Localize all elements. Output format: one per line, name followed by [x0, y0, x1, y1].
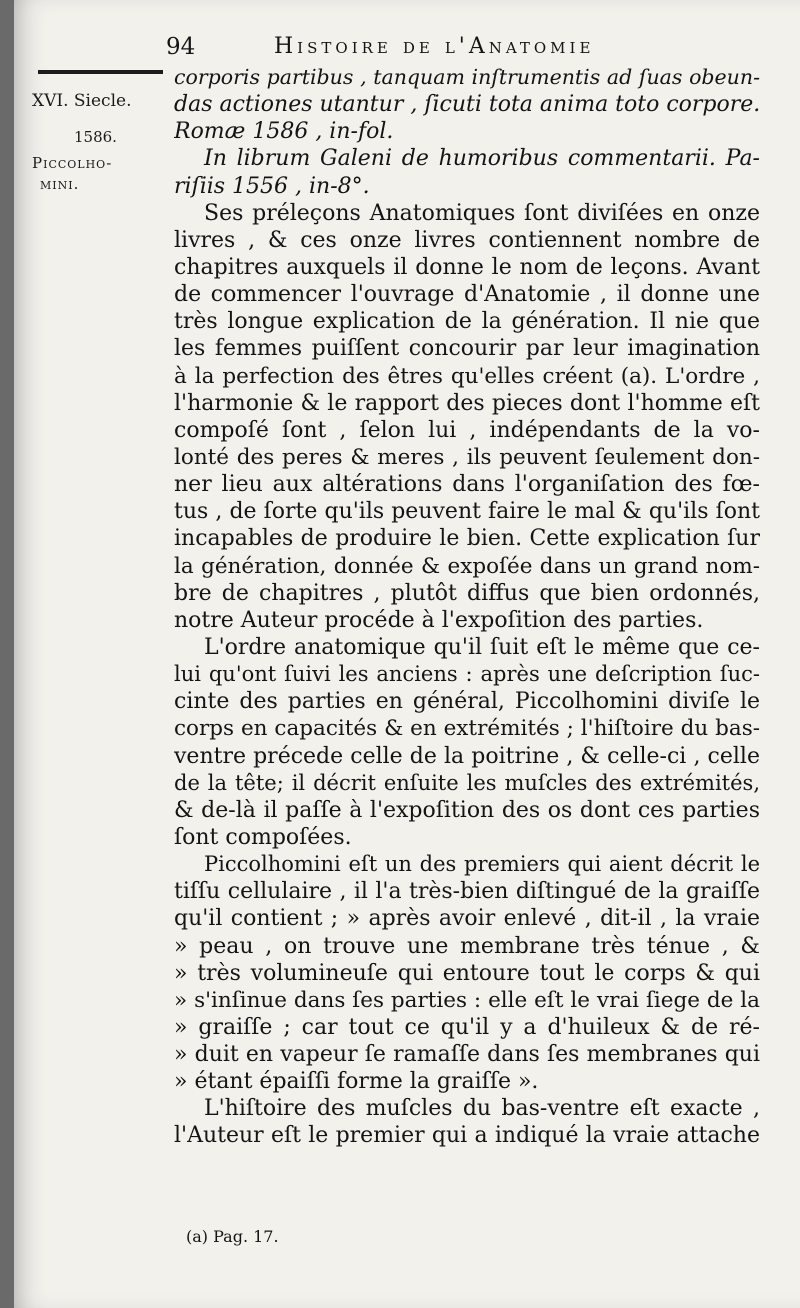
text-line: Romæ 1586 , in-fol. — [174, 119, 394, 145]
text-line: l'harmonie & le rapport des pieces dont l'homme eſt — [174, 390, 760, 416]
page-number: 94 — [166, 34, 196, 60]
text-line: » s'inſinue dans ſes parties : elle eſt le vrai ſiege de la — [174, 987, 760, 1013]
text-line: ventre précede celle de la poitrine , & celle-ci , celle — [174, 743, 760, 769]
text-line: » peau , on trouve une membrane très ténue , & — [174, 933, 760, 959]
text-line: » graiſſe ; car tout ce qu'il y a d'huileux & de ré- — [174, 1014, 760, 1040]
text-line: ſont compoſées. — [174, 824, 352, 850]
text-line: à la perfection des êtres qu'elles créent (a). L'ordre , — [174, 363, 760, 389]
body-text — [174, 64, 760, 1150]
text-line: incapables de produire le bien. Cette explication ſur — [174, 526, 760, 552]
book-page — [14, 0, 800, 1308]
text-line: riſiis 1556 , in-8°. — [174, 173, 370, 199]
text-line: In librum Galeni de humoribus commentarii. Pa- — [204, 146, 760, 172]
page-header — [166, 34, 786, 68]
margin-note-year: 1586. — [74, 128, 117, 146]
text-line: & de-là il paſſe à l'expoſition des os dont ces parties — [174, 797, 760, 823]
text-line: cinte des parties en général, Piccolhomini diviſe le — [174, 689, 760, 715]
footnote: (a) Pag. 17. — [186, 1227, 279, 1246]
text-line: corporis partibus , tanquam inſtrumentis ad ſuas obeun- — [174, 65, 760, 89]
text-line: » étant épaiſſi forme la graiſſe ». — [174, 1069, 539, 1095]
text-line: notre Auteur procéde à l'expoſition des parties. — [174, 607, 704, 633]
text-line: livres , & ces onze livres contiennent nombre de — [174, 227, 760, 253]
text-line: das actiones utantur , ſicuti tota anima toto corpore. — [174, 92, 760, 118]
text-line: les femmes puiſſent concourir par leur imagination — [174, 336, 760, 362]
text-line: la génération, donnée & expoſée dans un grand nom- — [174, 553, 760, 579]
text-line: L'hiſtoire des muſcles du bas-ventre eſt exacte , — [204, 1096, 760, 1122]
margin-note-author: Piccolho- — [32, 154, 113, 172]
text-line: chapitres auxquels il donne le nom de leçons. Avant — [174, 254, 760, 280]
text-line: lui qu'ont ſuivi les anciens : après une deſcription ſuc- — [174, 662, 760, 687]
text-line: » duit en vapeur ſe ramaſſe dans ſes membranes qui — [174, 1042, 760, 1068]
text-line: Piccolhomini eſt un des premiers qui aient décrit le — [204, 852, 760, 877]
margin-note-author-cont: mini. — [40, 175, 80, 193]
text-line: bre de chapitres , plutôt diffus que bien ordonnés, — [174, 580, 760, 606]
running-title: Histoire de l'Anatomie — [274, 34, 595, 59]
text-line: corps en capacités & en extrémités ; l'hiſtoire du bas- — [174, 716, 760, 742]
text-line: Ses préleçons Anatomiques ſont diviſées en onze — [204, 200, 760, 226]
text-line: l'Auteur eſt le premier qui a indiqué la vraie attache — [174, 1123, 760, 1149]
text-line: tiſſu cellulaire , il l'a très-bien diſtingué de la graiſſe — [174, 879, 760, 905]
text-line: » très volumineuſe qui entoure tout le corps & qui — [174, 960, 760, 986]
margin-rule — [38, 70, 163, 74]
text-line: L'ordre anatomique qu'il ſuit eſt le même que ce- — [204, 634, 760, 660]
text-line: lonté des peres & meres , ils peuvent ſeulement don- — [174, 444, 760, 470]
text-line: de commencer l'ouvrage d'Anatomie , il donne une — [174, 282, 760, 308]
text-line: très longue explication de la génération. Il nie que — [174, 309, 760, 335]
text-line: qu'il contient ; » après avoir enlevé , dit-il , la vraie — [174, 906, 760, 932]
text-line: tus , de ſorte qu'ils peuvent faire le mal & qu'ils ſont — [174, 499, 760, 525]
margin-note-century: XVI. Siecle. — [32, 91, 132, 111]
text-line: ner lieu aux altérations dans l'organiſation des fœ- — [174, 472, 760, 498]
text-line: de la tête; il décrit enſuite les muſcles des extrémités, — [174, 770, 760, 795]
text-line: compoſé ſont , ſelon lui , indépendants de la vo- — [174, 417, 760, 443]
